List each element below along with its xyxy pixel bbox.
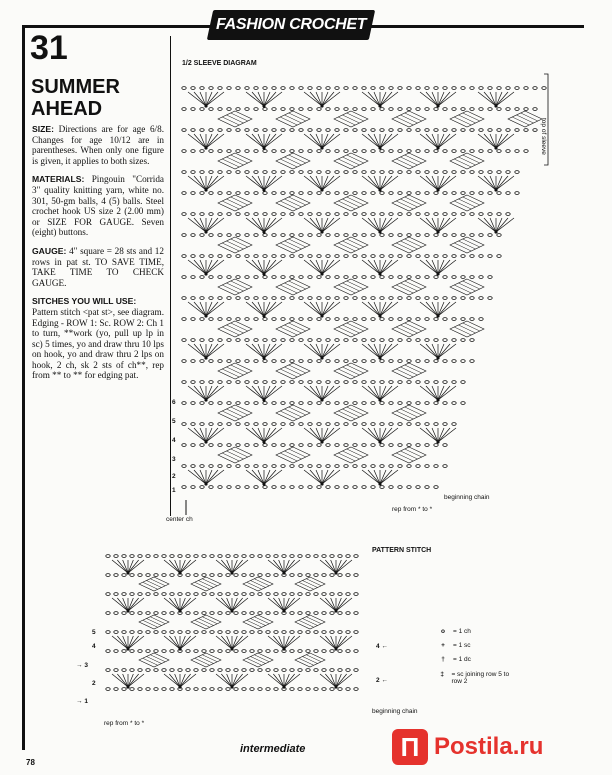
left-rule: [22, 25, 25, 750]
sleeve-diagram-title: 1/2 SLEEVE DIAGRAM: [182, 60, 257, 67]
size-paragraph: SIZE: Directions are for age 6/8. Changes for age 10/12 are in parentheses. When only one figure is given, it applies to both sizes.: [32, 124, 164, 166]
column-divider: [170, 36, 171, 516]
pattern-title: SUMMER AHEAD: [31, 76, 120, 120]
page-number: 78: [26, 758, 35, 767]
legend-chain: o = 1 ch: [437, 628, 471, 635]
stitches-paragraph: SITCHES YOU WILL USE: Pattern stitch <pat st>, see diagram. Edging - ROW 1: Sc. ROW 2: Ch 1 to turn, **work (yo, pull up lp in sc) 5 times, yo and draw thru 10 lps on hook, yo and draw thru 2 lps on hook, 2 ch, sk 2 sts of ch**, rep from ** to ** for edging pat.: [32, 296, 164, 381]
sleeve-beginning-chain-label: beginning chain: [444, 494, 490, 501]
magazine-page: FASHION CROCHET 31 SUMMER AHEAD SIZE: Directions are for age 6/8. Changes for age 10/12 are in parentheses. When only one figure is given, it applies to both sizes. MATERIALS: Pingouin "Corrida 3" quality knitting yarn, white no. 301, 50-gm balls, 4 (5) balls. Steel crochet hook US size 2 (2.00 mm) or SIZE FOR GAUGE. Seven (eight) buttons. GAUGE: 4" square = 28 sts and 12 rows in pat st. TO SAVE TIME, TAKE TIME TO CHECK GAUGE. SITCHES YOU WILL USE: Pattern stitch <pat st>, see diagram. Edging - ROW 1: Sc. ROW 2: Ch 1 to turn, **work (yo, pull up lp in sc) 5 times, yo and draw thru 10 lps on hook, yo and draw thru 2 lps on hook, 2 ch, sk 2 sts of ch**, rep from ** to ** for edging pat. 1/2 SLEEVE DIAGRAM top of sleeve center ch rep from * to * beginning chain 6 5 4 3 2 1 PATTERN STITCH 5 4 → 3 2 → 1 4 ← 2 ← rep from * to * beginning chain o = 1 ch + = 1 sc † = 1 dc ‡ = sc joining row 5 to row 2 78 intermediate П Postila.ru: [0, 0, 612, 775]
skill-level: intermediate: [240, 743, 306, 755]
sleeve-repeat-label: rep from * to *: [392, 506, 433, 513]
section-banner: FASHION CROCHET: [207, 10, 375, 40]
pattern-stitch-title: PATTERN STITCH: [372, 547, 432, 554]
gauge-paragraph: GAUGE: 4" square = 28 sts and 12 rows in pat st. TO SAVE TIME, TAKE TIME TO CHECK GAUGE.: [32, 245, 164, 288]
instructions-column: [32, 124, 164, 389]
postila-logo-icon: П: [392, 729, 428, 765]
stitch-repeat-label: rep from * to *: [104, 720, 145, 727]
legend-joining-sc: ‡ = sc joining row 5 to row 2: [437, 671, 517, 685]
sleeve-diagram: [176, 70, 556, 530]
chain-symbol-icon: o: [441, 628, 445, 635]
top-of-sleeve-label: top of sleeve: [540, 118, 547, 155]
pattern-stitch-diagram: [100, 546, 370, 711]
watermark-text: Postila.ru: [434, 733, 544, 760]
legend-sc: + = 1 sc: [437, 642, 471, 649]
sc-symbol-icon: +: [441, 642, 445, 649]
center-ch-label: center ch: [166, 516, 193, 523]
stitch-beginning-chain-label: beginning chain: [372, 708, 418, 715]
materials-paragraph: MATERIALS: Pingouin "Corrida 3" quality knitting yarn, white no. 301, 50-gm balls, 4 (5) balls. Steel crochet hook US size 2 (2.00 mm) or SIZE FOR GAUGE. Seven (eight) buttons.: [32, 174, 165, 238]
legend-dc: † = 1 dc: [437, 656, 471, 663]
dc-symbol-icon: †: [441, 656, 445, 663]
postila-watermark: [392, 728, 602, 766]
joining-sc-symbol-icon: ‡: [440, 671, 445, 678]
pattern-number: 31: [30, 29, 68, 67]
